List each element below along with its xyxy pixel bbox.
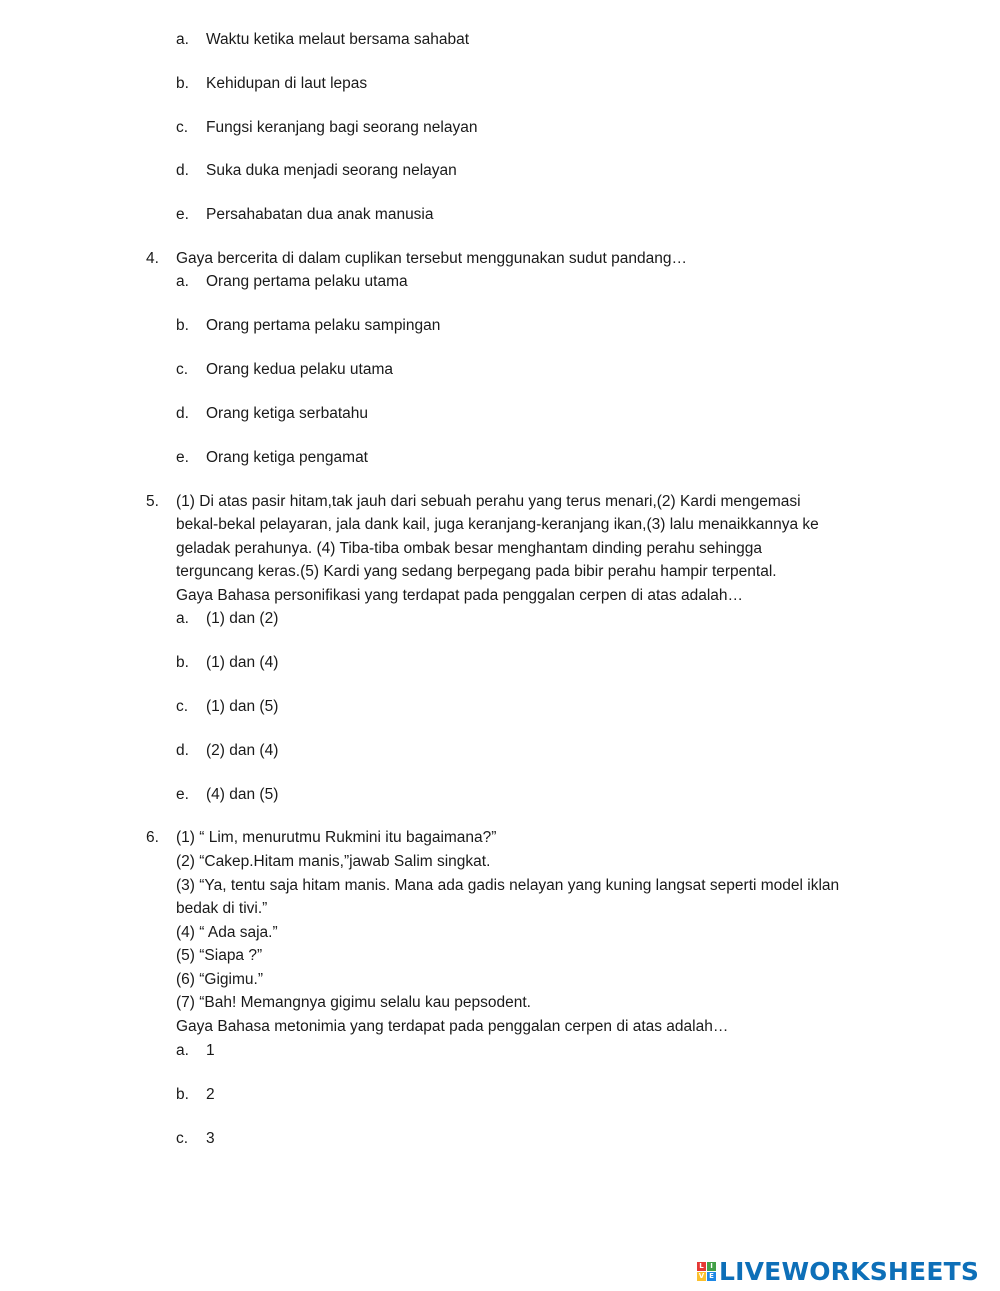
q5-prompt: Gaya Bahasa personifikasi yang terdapat pada penggalan cerpen di atas adalah… — [176, 587, 744, 604]
q6-line-2: (2) “Cakep.Hitam manis,”jawab Salim singkat. — [176, 853, 491, 870]
q6-option-a-text: 1 — [206, 1042, 215, 1059]
q4-option-a-text: Orang pertama pelaku utama — [206, 273, 408, 290]
q5-option-c-text: (1) dan (5) — [206, 698, 279, 715]
q6-option-b-letter: b. — [176, 1086, 189, 1103]
q5-line-3: geladak perahunya. (4) Tiba-tiba ombak besar menghantam dinding perahu sehingga — [176, 540, 762, 557]
q5-option-a-text: (1) dan (2) — [206, 610, 279, 627]
q4-option-c-text: Orang kedua pelaku utama — [206, 361, 393, 378]
q3-option-c-text: Fungsi keranjang bagi seorang nelayan — [206, 119, 478, 136]
q6-number: 6. — [146, 829, 159, 846]
q3-option-d-text: Suka duka menjadi seorang nelayan — [206, 162, 457, 179]
q4-option-c-letter: c. — [176, 361, 189, 378]
q6-option-a-letter: a. — [176, 1042, 189, 1059]
logo-block-l: L — [697, 1262, 706, 1271]
q5-line-1: (1) Di atas pasir hitam,tak jauh dari sebuah perahu yang terus menari,(2) Kardi mengemasi — [176, 493, 801, 510]
q5-option-a-letter: a. — [176, 610, 189, 627]
q3-option-a-letter: a. — [176, 31, 189, 48]
q3-option-b-letter: b. — [176, 75, 189, 92]
q6-line-5: (4) “ Ada saja.” — [176, 924, 278, 941]
q5-option-c-letter: c. — [176, 698, 189, 715]
q3-option-b-text: Kehidupan di laut lepas — [206, 75, 368, 92]
q5-number: 5. — [146, 493, 159, 510]
q4-option-d-letter: d. — [176, 405, 189, 422]
q3-option-e-text: Persahabatan dua anak manusia — [206, 206, 434, 223]
logo-block-e: E — [707, 1272, 716, 1281]
logo-block-i: I — [707, 1262, 716, 1271]
logo-text: LIVEWORKSHEETS — [719, 1256, 980, 1286]
liveworksheets-logo — [697, 1254, 979, 1288]
q5-option-b-text: (1) dan (4) — [206, 654, 279, 671]
q4-option-d-text: Orang ketiga serbatahu — [206, 405, 368, 422]
q6-line-8: (7) “Bah! Memangnya gigimu selalu kau pepsodent. — [176, 994, 531, 1011]
q6-option-b-text: 2 — [206, 1086, 215, 1103]
q6-line-6: (5) “Siapa ?” — [176, 947, 263, 964]
q4-option-e-text: Orang ketiga pengamat — [206, 449, 368, 466]
q4-option-b-text: Orang pertama pelaku sampingan — [206, 317, 441, 334]
q5-line-4: terguncang keras.(5) Kardi yang sedang berpegang pada bibir perahu hampir terpental. — [176, 563, 777, 580]
q4-option-e-letter: e. — [176, 449, 189, 466]
q6-option-c-text: 3 — [206, 1130, 215, 1147]
q6-prompt: Gaya Bahasa metonimia yang terdapat pada penggalan cerpen di atas adalah… — [176, 1018, 729, 1035]
q3-option-d-letter: d. — [176, 162, 189, 179]
q6-line-1: (1) “ Lim, menurutmu Rukmini itu bagaimana?” — [176, 829, 497, 846]
q3-option-a-text: Waktu ketika melaut bersama sahabat — [206, 31, 470, 48]
logo-block-v: V — [698, 1271, 705, 1280]
q4-option-b-letter: b. — [176, 317, 189, 334]
q3-option-c-letter: c. — [176, 119, 189, 136]
q5-option-d-letter: d. — [176, 742, 189, 759]
logo-blocks-icon — [697, 1262, 716, 1281]
q4-text: Gaya bercerita di dalam cuplikan tersebut menggunakan sudut pandang… — [176, 250, 687, 267]
q4-option-a-letter: a. — [176, 273, 189, 290]
q5-option-d-text: (2) dan (4) — [206, 742, 279, 759]
q4-number: 4. — [146, 250, 159, 267]
q3-option-e-letter: e. — [176, 206, 189, 223]
q5-option-e-text: (4) dan (5) — [206, 786, 279, 803]
q6-line-7: (6) “Gigimu.” — [176, 971, 263, 988]
q5-option-e-letter: e. — [176, 786, 189, 803]
q5-option-b-letter: b. — [176, 654, 189, 671]
q5-line-2: bekal-bekal pelayaran, jala dank kail, juga keranjang-keranjang ikan,(3) lalu menaikkannya ke — [176, 516, 819, 533]
q6-option-c-letter: c. — [176, 1130, 189, 1147]
q6-line-3: (3) “Ya, tentu saja hitam manis. Mana ada gadis nelayan yang kuning langsat seperti model iklan — [176, 877, 840, 894]
q6-line-4: bedak di tivi.” — [176, 900, 268, 917]
